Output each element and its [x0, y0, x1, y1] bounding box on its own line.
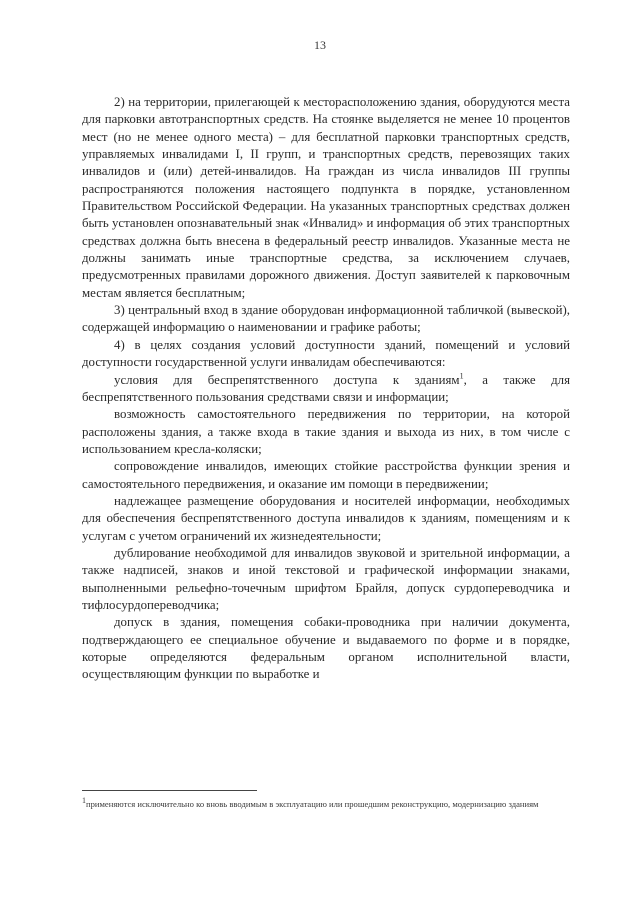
body-text — [82, 94, 570, 684]
paragraph-information-duplication: дублирование необходимой для инвалидов звуковой и зрительной информации, а также надписей, знаков и иной текстовой и графической информации знаками, выполненными рельефно-точечным шрифтом Брайля, допуск сурдопереводчика и тифлосурдопереводчика; — [82, 545, 570, 612]
paragraph-entrance-sign: 3) центральный вход в здание оборудован информационной табличкой (вывеской), содержащей информацию о наименовании и графике работы; — [82, 303, 570, 335]
paragraph-escort: сопровождение инвалидов, имеющих стойкие расстройства функции зрения и самостоятельного передвижения, и оказание им помощи в передвижении; — [82, 459, 570, 491]
footnote-reference: 1 — [459, 371, 464, 381]
paragraph-independent-movement: возможность самостоятельного передвижения по территории, на которой расположены здания, а также входа в такие здания и выхода из них, в том числе с использованием кресла-коляски; — [82, 407, 570, 456]
access-text-before: условия для беспрепятственного доступа к зданиям — [114, 372, 460, 387]
access-text-after: , а также для беспрепятственного пользования средствами связи и информации; — [82, 372, 571, 404]
paragraph-accessibility-intro: 4) в целях создания условий доступности зданий, помещений и условий доступности государственной услуги инвалидам обеспечиваются: — [82, 337, 570, 370]
footnote-separator — [82, 790, 257, 791]
footnote — [82, 798, 570, 811]
footnote-text: применяются исключительно ко вновь вводимым в эксплуатацию или прошедшим реконструкцию, модернизацию зданиям — [86, 799, 539, 809]
footnote-marker: 1 — [82, 796, 86, 806]
paragraph-equipment-placement: надлежащее размещение оборудования и носителей информации, необходимых для обеспечения беспрепятственного доступа инвалидов к зданиям, помещениям и к услугам с учетом ограничений их жизнедеятельности; — [82, 493, 570, 543]
paragraph-unobstructed-access — [82, 372, 570, 407]
paragraph-guide-dog: допуск в здания, помещения собаки-проводника при наличии документа, подтверждающего ее специальное обучение и выдаваемого по форме и в порядке, которые определяются федеральным органом исполнительной власти, осуществляющим функции по выработке и — [82, 615, 570, 682]
paragraph-parking: 2) на территории, прилегающей к месторасположению здания, оборудуются места для парковки автотранспортных средств. На стоянке выделяется не менее 10 процентов мест (но не менее одного места) – для бесплатной парковки транспортных средств, управляемых инвалидами I, II групп, и транспортных средств, перевозящих таких инвалидов и (или) детей-инвалидов. На граждан из числа инвалидов III группы распространяются положения настоящего подпункта в порядке, установленном Правительством Российской Федерации. На указанных транспортных средствах должен быть установлен опознавательный знак «Инвалид» и информация об этих транспортных средствах должна быть внесена в федеральный реестр инвалидов. Указанные места не должны занимать иные транспортные средства, за исключением случаев, предусмотренных правилами дорожного движения. Доступ заявителей к парковочным местам является бесплатным; — [82, 95, 570, 300]
page-number: 13 — [314, 38, 326, 52]
